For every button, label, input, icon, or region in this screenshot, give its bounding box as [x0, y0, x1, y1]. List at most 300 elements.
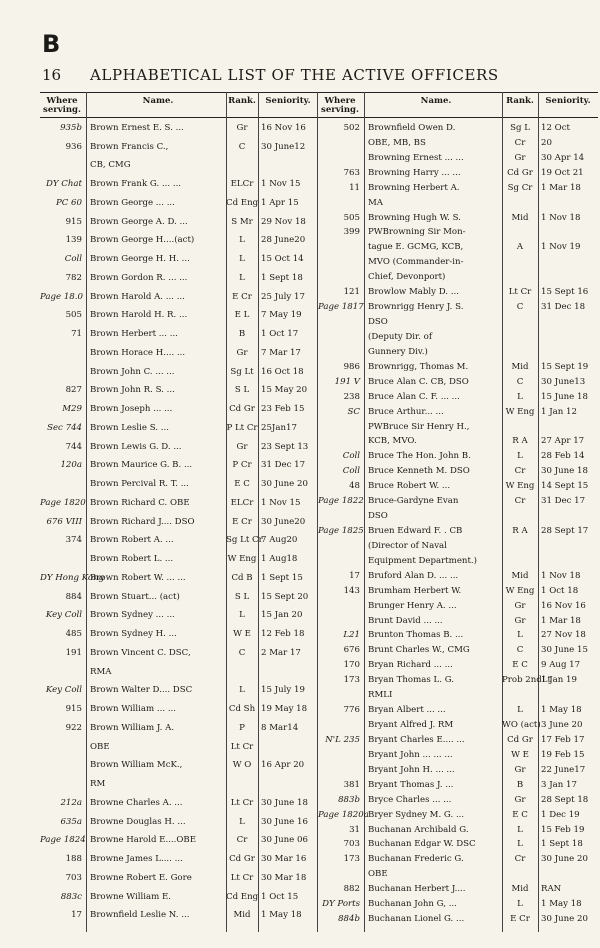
- rank-cell: P Cr: [232, 460, 252, 471]
- seniority-cell: 1 May 18: [541, 705, 582, 716]
- rank-cell: L: [239, 272, 245, 283]
- rank-cell: L: [517, 630, 523, 641]
- where-cell: 884: [65, 591, 82, 602]
- where-cell: Coll: [342, 451, 360, 462]
- where-cell: 505: [343, 212, 360, 223]
- right-header: [318, 92, 598, 118]
- seniority-cell: 12 Oct: [541, 123, 570, 133]
- where-cell: 915: [65, 704, 82, 715]
- where-cell: 121: [343, 287, 360, 298]
- name-cell: (Director of Naval: [368, 540, 447, 551]
- where-cell: DY Hong Kong: [40, 572, 105, 583]
- where-cell: 936: [65, 141, 82, 152]
- where-cell: 676: [343, 645, 360, 656]
- seniority-cell: 12 Feb 18: [261, 629, 305, 640]
- list-row: [40, 291, 318, 303]
- rank-cell: S L: [234, 591, 250, 602]
- where-cell: 238: [343, 391, 360, 402]
- seniority-cell: 30 June 15: [541, 645, 588, 656]
- name-cell: Brown Stuart... (act): [90, 591, 180, 602]
- name-cell: Brown George ... ...: [90, 197, 175, 208]
- name-cell: Buchanan Archibald G.: [368, 824, 469, 835]
- rank-cell: Sg Lt: [230, 366, 254, 377]
- list-row: [318, 615, 598, 627]
- seniority-cell: 30 Mar 18: [261, 872, 307, 883]
- list-row: [318, 406, 598, 418]
- where-cell: 703: [343, 839, 360, 850]
- rank-cell: P: [239, 722, 245, 733]
- rank-cell: C: [238, 141, 246, 152]
- list-row: [318, 182, 598, 194]
- left-column: [40, 92, 318, 932]
- name-cell: Brown John C. ... ...: [90, 366, 175, 377]
- list-row: [40, 759, 318, 771]
- list-row: [40, 797, 318, 809]
- list-row: [318, 600, 598, 612]
- seniority-cell: 1 Nov 18: [541, 212, 581, 223]
- list-row: [318, 152, 598, 164]
- header-seniority: Seniority.: [545, 96, 591, 106]
- list-row: [318, 122, 598, 134]
- where-cell: 17: [349, 570, 360, 581]
- name-cell: Browne Robert E. Gore: [90, 872, 192, 883]
- name-cell: CB, CMG: [90, 160, 131, 171]
- where-cell: 31: [349, 824, 360, 835]
- name-cell: Bruce Alan C. CB, DSO: [368, 376, 469, 387]
- rank-cell: Mid: [511, 570, 529, 581]
- where-cell: Page 1817: [318, 302, 364, 313]
- seniority-cell: 22 June17: [541, 764, 586, 775]
- rank-cell: B: [238, 329, 246, 340]
- seniority-cell: 16 Apr 20: [261, 760, 305, 771]
- name-cell: Buchanan Lionel G. ...: [368, 914, 465, 925]
- rank-cell: Mid: [511, 884, 529, 895]
- name-cell: Brownrigg Henry J. S.: [368, 302, 464, 313]
- where-cell: 173: [343, 675, 360, 686]
- list-row: [318, 286, 598, 298]
- where-cell: 374: [65, 535, 82, 546]
- seniority-cell: 1 May 18: [261, 910, 302, 921]
- seniority-cell: 19 Feb 15: [541, 749, 585, 760]
- name-cell: Brown Walter D.... DSC: [90, 685, 193, 696]
- rank-cell: C: [516, 302, 524, 313]
- name-cell: Brown Sydney H. ...: [90, 629, 177, 640]
- header-rank: Rank.: [228, 96, 256, 106]
- where-cell: 744: [65, 441, 82, 452]
- seniority-cell: 30 June13: [541, 376, 586, 387]
- seniority-cell: 31 Dec 17: [541, 496, 586, 507]
- rank-cell: Cd B: [231, 572, 253, 583]
- list-row: [318, 809, 598, 821]
- rank-cell: Gr: [236, 123, 248, 133]
- list-row: [318, 197, 598, 209]
- name-cell: DSO: [368, 317, 388, 328]
- seniority-cell: 7 Mar 17: [261, 347, 301, 358]
- rank-cell: Cd Gr: [229, 404, 255, 415]
- name-cell: Buchanan Frederic G.: [368, 854, 464, 865]
- list-row: [40, 497, 318, 509]
- seniority-cell: 7 May 19: [261, 310, 302, 321]
- seniority-cell: 1 Jan 19: [541, 675, 577, 686]
- where-cell: 191 V: [334, 376, 360, 387]
- seniority-cell: 23 Feb 15: [261, 404, 305, 415]
- seniority-cell: 15 Jan 20: [261, 610, 303, 621]
- seniority-cell: 27 Apr 17: [541, 436, 585, 447]
- name-cell: Browning Herbert A.: [368, 182, 460, 193]
- list-row: [318, 853, 598, 865]
- rank-cell: S Mr: [231, 216, 253, 227]
- list-row: [40, 722, 318, 734]
- seniority-cell: 28 Feb 14: [541, 451, 585, 462]
- where-cell: PC 60: [55, 197, 82, 208]
- name-cell: PWBruce Sir Henry H.,: [368, 421, 470, 432]
- list-row: [318, 316, 598, 328]
- name-cell: Brunton Thomas B. ...: [368, 630, 464, 641]
- rank-cell: W Eng: [505, 585, 535, 596]
- seniority-cell: 1 Apr 15: [261, 197, 299, 208]
- where-cell: 935b: [60, 123, 82, 133]
- page-number: 16: [42, 66, 62, 84]
- name-cell: RMLI: [368, 690, 393, 701]
- rank-cell: L: [239, 610, 245, 621]
- list-row: [40, 459, 318, 471]
- where-cell: 11: [349, 182, 360, 193]
- where-cell: 986: [343, 361, 360, 372]
- rank-cell: Cr: [514, 137, 526, 148]
- name-cell: Browne William E.: [90, 891, 171, 902]
- name-cell: Brown Horace H.... ...: [90, 347, 186, 358]
- name-cell: Browne Charles A. ...: [90, 797, 183, 808]
- rank-cell: B: [516, 779, 524, 790]
- list-row: [318, 421, 598, 433]
- where-cell: Key Coll: [45, 685, 82, 696]
- seniority-cell: 9 Aug 17: [541, 660, 581, 671]
- seniority-cell: 30 June 18: [541, 466, 588, 477]
- rank-cell: E L: [234, 310, 250, 321]
- name-cell: Bryant Thomas J. ...: [368, 779, 454, 790]
- rank-cell: Lt Cr: [508, 287, 532, 298]
- rank-cell: L: [239, 685, 245, 696]
- rank-cell: Prob 2ndLt: [502, 675, 551, 686]
- name-cell: Bryce Charles ... ...: [368, 794, 452, 805]
- rank-cell: Sg Lt Cr: [226, 535, 263, 546]
- list-row: [40, 309, 318, 321]
- rank-cell: Lt Cr: [230, 797, 254, 808]
- seniority-cell: 23 Sept 13: [261, 441, 309, 452]
- list-row: [318, 585, 598, 597]
- seniority-cell: 30 Apr 14: [541, 152, 585, 163]
- list-row: [40, 347, 318, 359]
- name-cell: Brownfield Leslie N. ...: [90, 910, 190, 921]
- rank-cell: Cd Gr: [507, 167, 533, 178]
- list-row: [40, 909, 318, 921]
- seniority-cell: 1 Aug18: [261, 554, 298, 565]
- seniority-cell: 1 Sept 15: [261, 572, 303, 583]
- rank-cell: ELCr: [230, 179, 254, 190]
- list-row: [318, 824, 598, 836]
- where-cell: DY Chat: [46, 179, 82, 190]
- seniority-cell: 15 Sept 19: [541, 361, 589, 372]
- seniority-cell: 1 Sept 18: [261, 272, 303, 283]
- list-row: [40, 647, 318, 659]
- where-cell: 17: [71, 910, 82, 921]
- name-cell: Bryant Alfred J. RM: [368, 720, 454, 731]
- seniority-cell: 14 Sept 15: [541, 481, 589, 492]
- rank-cell: Cd Gr: [229, 854, 255, 865]
- list-row: [318, 346, 598, 358]
- list-row: [40, 834, 318, 846]
- where-cell: 485: [65, 629, 82, 640]
- rank-cell: A: [516, 242, 524, 253]
- list-row: [318, 734, 598, 746]
- seniority-cell: 2 Mar 17: [261, 647, 301, 658]
- where-cell: 48: [349, 481, 360, 492]
- rank-cell: Cr: [514, 496, 526, 507]
- list-row: [40, 609, 318, 621]
- list-row: [318, 644, 598, 656]
- seniority-cell: 15 July 19: [261, 685, 305, 696]
- name-cell: DSO: [368, 511, 388, 522]
- name-cell: Brunt Charles W., CMG: [368, 645, 470, 656]
- name-cell: Brown George H....(act): [90, 235, 195, 246]
- right-column: [318, 92, 598, 932]
- name-cell: Bryer Sydney M. G. ...: [368, 809, 465, 820]
- list-row: [40, 272, 318, 284]
- name-cell: Brown Francis C.,: [90, 141, 169, 152]
- where-cell: 676 VIII: [46, 516, 82, 527]
- seniority-cell: 28 June20: [261, 235, 306, 246]
- list-row: [318, 510, 598, 522]
- seniority-cell: 1 Nov 15: [261, 497, 301, 508]
- list-row: [40, 403, 318, 415]
- name-cell: Brown Sydney ... ...: [90, 610, 175, 621]
- seniority-cell: 20: [541, 137, 552, 148]
- rank-cell: Mid: [511, 212, 529, 223]
- name-cell: Bruce Robert W. ...: [368, 481, 451, 492]
- list-row: [40, 366, 318, 378]
- list-row: [40, 478, 318, 490]
- rank-cell: Gr: [514, 600, 526, 611]
- header-name: Name.: [420, 96, 452, 106]
- list-row: [40, 122, 318, 134]
- seniority-cell: 15 Sept 16: [541, 287, 589, 298]
- where-cell: Page 1824: [40, 835, 86, 846]
- list-row: [40, 872, 318, 884]
- list-row: [40, 891, 318, 903]
- where-cell: 71: [71, 329, 82, 340]
- rank-cell: Gr: [514, 152, 526, 163]
- seniority-cell: 31 Dec 18: [541, 302, 586, 313]
- list-row: [40, 253, 318, 265]
- list-row: [40, 234, 318, 246]
- rank-cell: E C: [512, 660, 528, 671]
- rank-cell: L: [239, 254, 245, 265]
- where-cell: 505: [65, 310, 82, 321]
- list-row: [40, 853, 318, 865]
- where-cell: Sec 744: [47, 422, 82, 433]
- list-row: [318, 629, 598, 641]
- header-name: Name.: [142, 96, 174, 106]
- seniority-cell: 1 Sept 18: [541, 839, 583, 850]
- list-row: [318, 450, 598, 462]
- list-row: [318, 555, 598, 567]
- name-cell: Brown Ernest E. S. ...: [90, 123, 184, 133]
- list-row: [318, 704, 598, 716]
- name-cell: Brownfield Owen D.: [368, 123, 456, 133]
- name-cell: Brown John R. S. ...: [90, 385, 175, 396]
- seniority-cell: 1 Nov 19: [541, 242, 581, 253]
- name-cell: MA: [368, 197, 384, 208]
- name-cell: Brunger Henry A. ...: [368, 600, 457, 611]
- seniority-cell: 19 Oct 21: [541, 167, 584, 178]
- list-row: [318, 167, 598, 179]
- rank-cell: Sg L: [510, 123, 530, 133]
- list-row: [318, 495, 598, 507]
- rank-cell: W E: [511, 749, 529, 760]
- rank-cell: L: [517, 391, 523, 402]
- name-cell: Brown Maurice G. B. ...: [90, 460, 193, 471]
- list-row: [40, 572, 318, 584]
- rank-cell: W O: [232, 760, 252, 771]
- name-cell: Browning Hugh W. S.: [368, 212, 461, 223]
- rank-cell: Cr: [514, 466, 526, 477]
- rank-cell: Gr: [236, 347, 248, 358]
- list-row: [40, 741, 318, 753]
- rank-cell: Mid: [511, 361, 529, 372]
- rank-cell: Cr: [514, 854, 526, 865]
- seniority-cell: 16 Oct 18: [261, 366, 304, 377]
- name-cell: RM: [90, 779, 106, 790]
- name-cell: Browne James L.... ...: [90, 854, 183, 865]
- seniority-cell: 8 Mar14: [261, 722, 299, 733]
- list-row: [318, 659, 598, 671]
- rank-cell: Lt Cr: [230, 872, 254, 883]
- name-cell: Buchanan John G, ...: [368, 899, 457, 910]
- rank-cell: R A: [512, 526, 528, 536]
- where-cell: 883c: [60, 891, 82, 902]
- where-cell: Key Coll: [45, 610, 82, 621]
- where-cell: 883b: [338, 794, 360, 805]
- seniority-cell: 30 June12: [261, 141, 306, 152]
- name-cell: Brunt David ... ...: [368, 615, 443, 626]
- seniority-cell: 25Jan17: [261, 422, 297, 433]
- list-row: [318, 868, 598, 880]
- name-cell: Chief, Devonport): [368, 272, 446, 283]
- list-row: [318, 301, 598, 313]
- name-cell: Gunnery Div.): [368, 346, 428, 357]
- seniority-cell: 30 June 06: [261, 835, 308, 846]
- where-cell: 212a: [60, 797, 82, 808]
- seniority-cell: 30 June20: [261, 516, 306, 527]
- list-row: [318, 689, 598, 701]
- rank-cell: Cd Eng: [226, 197, 259, 208]
- rank-cell: E Cr: [232, 516, 252, 527]
- where-cell: Page 1822: [318, 496, 364, 507]
- list-row: [318, 376, 598, 388]
- seniority-cell: 16 Nov 16: [541, 600, 586, 611]
- where-cell: 635a: [60, 816, 82, 827]
- where-cell: 915: [65, 216, 82, 227]
- name-cell: Brown Richard J.... DSO: [90, 516, 195, 527]
- rank-cell: S L: [234, 385, 250, 396]
- list-row: [318, 271, 598, 283]
- header-seniority: Seniority.: [265, 96, 311, 106]
- name-cell: Bryant John H. ... ...: [368, 764, 455, 775]
- seniority-cell: 29 Nov 18: [261, 216, 306, 227]
- seniority-cell: 31 Dec 17: [261, 460, 306, 471]
- name-cell: Brown Percival R. T. ...: [90, 479, 189, 490]
- list-row: [318, 480, 598, 492]
- where-cell: SC: [347, 406, 360, 417]
- name-cell: OBE: [90, 741, 110, 752]
- seniority-cell: 1 Oct 18: [541, 585, 579, 596]
- list-row: [318, 256, 598, 268]
- section-letter: B: [42, 30, 61, 58]
- list-row: [40, 516, 318, 528]
- seniority-cell: 15 Oct 14: [261, 254, 304, 265]
- name-cell: Bryan Richard ... ...: [368, 660, 453, 671]
- rank-cell: L: [517, 839, 523, 850]
- rank-cell: Lt Cr: [230, 741, 254, 752]
- left-header: [40, 92, 318, 118]
- rank-cell: W Eng: [227, 554, 257, 565]
- seniority-cell: 15 Sept 20: [261, 591, 309, 602]
- seniority-cell: 16 Nov 16: [261, 123, 306, 133]
- list-row: [40, 197, 318, 209]
- where-cell: Coll: [64, 254, 82, 265]
- name-cell: Brown Lewis G. D. ...: [90, 441, 182, 452]
- seniority-cell: 30 June 18: [261, 797, 308, 808]
- name-cell: tague E. GCMG, KCB,: [368, 242, 464, 253]
- name-cell: Bryan Thomas L. G.: [368, 675, 454, 686]
- list-row: [318, 361, 598, 373]
- where-cell: Page 18.0: [40, 291, 83, 302]
- name-cell: Bruce Arthur... ...: [368, 406, 444, 417]
- where-cell: Page 1820: [40, 497, 86, 508]
- rank-cell: Cr: [236, 835, 248, 846]
- list-row: [40, 628, 318, 640]
- name-cell: Brown Leslie S. ...: [90, 422, 169, 433]
- rank-cell: Sg Cr: [507, 182, 533, 193]
- name-cell: MVO (Commander-in-: [368, 257, 464, 268]
- seniority-cell: 30 June 20: [261, 479, 308, 490]
- where-cell: 782: [65, 272, 82, 283]
- list-row: [40, 159, 318, 171]
- name-cell: Bryant Charles E.... ...: [368, 734, 465, 745]
- where-cell: 776: [343, 705, 360, 716]
- where-cell: 827: [65, 385, 82, 396]
- list-row: [318, 540, 598, 552]
- where-cell: N'L 235: [325, 734, 360, 745]
- list-row: [40, 666, 318, 678]
- rank-cell: P Lt Cr: [226, 422, 258, 433]
- rank-cell: L: [517, 824, 523, 835]
- rank-cell: W Eng: [505, 481, 535, 492]
- name-cell: Bruce Alan C. F. ... ...: [368, 391, 460, 402]
- rank-cell: Cd Sh: [228, 704, 256, 715]
- list-row: [40, 384, 318, 396]
- rank-cell: L: [239, 816, 245, 827]
- name-cell: Browning Harry ... ...: [368, 167, 461, 178]
- list-row: [318, 913, 598, 925]
- seniority-cell: 25 July 17: [261, 291, 305, 302]
- seniority-cell: 1 Oct 15: [261, 891, 299, 902]
- where-cell: 170: [343, 660, 360, 671]
- seniority-cell: 28 Sept 17: [541, 526, 589, 536]
- name-cell: Brownrigg, Thomas M.: [368, 361, 469, 372]
- seniority-cell: 15 June 18: [541, 391, 588, 402]
- rank-cell: E Cr: [510, 914, 530, 925]
